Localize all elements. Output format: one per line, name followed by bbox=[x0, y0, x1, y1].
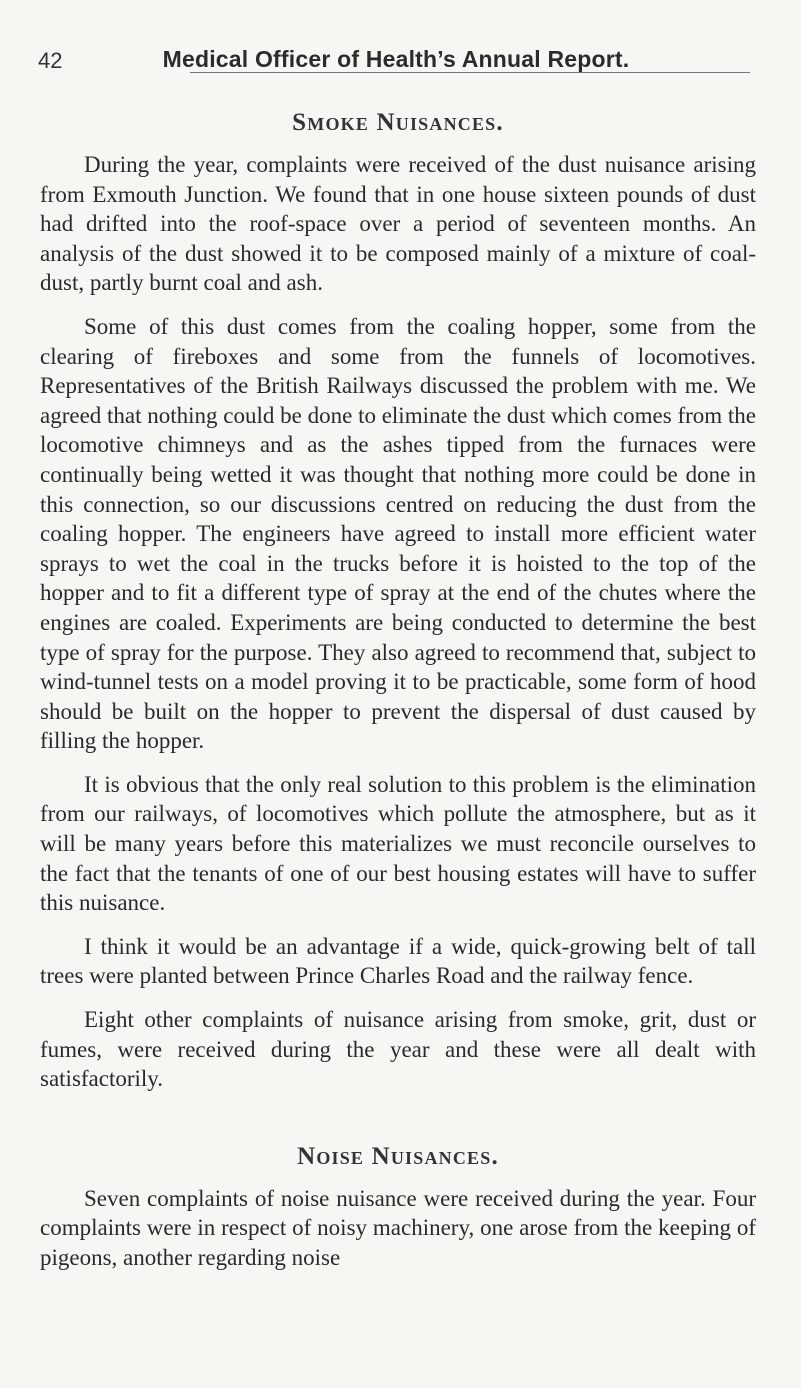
running-title: Medical Officer of Health’s Annual Report. bbox=[162, 46, 630, 72]
page-number: 42 bbox=[38, 48, 63, 73]
paragraph: Seven complaints of noise nuisance were received during the year. Four complaints were in respect of noisy machinery, one arose from the keeping of pigeons, another regarding noise bbox=[40, 1185, 756, 1270]
paragraph: During the year, complaints were received of the dust nuisance arising from Exmouth Junction. We found that in one house sixteen pounds of dust had drifted into the roof-space over a period of seventeen months. An analysis of the dust showed it to be composed mainly of a mixture of coal-dust, partly burnt coal and ash. bbox=[40, 152, 756, 296]
section-title: Smoke Nuisances. bbox=[292, 109, 504, 136]
section-smoke-nuisances bbox=[40, 108, 756, 1094]
header-rule bbox=[190, 72, 750, 73]
paragraph: Eight other complaints of nuisance arising from smoke, grit, dust or fumes, were received during the year and these were all dealt with satisfactorily. bbox=[40, 1007, 756, 1092]
section-title: Noise Nuisances. bbox=[297, 1142, 499, 1170]
page-body bbox=[40, 108, 756, 1287]
paragraph: Some of this dust comes from the coaling hopper, some from the clearing of fireboxes and some from the funnels of locomotives. Representatives of the British Railways discussed the problem with me. We agreed that nothing could be done to eliminate the dust which comes from the locomotive chimneys and as the ashes tipped from the furnaces were continually being wetted it was thought that nothing more could be done in this connection, so our discussions centred on reducing the dust from the coaling hopper. The engineers have agreed to install more efficient water sprays to wet the coal in the trucks before it is hoisted to the top of the hopper and to fit a different type of spray at the end of the chutes where the engines are coaled. Experiments are being conducted to determine the best type of spray for the purpose. They also agreed to recommend that, subject to wind-tunnel tests on a model proving it to be practicable, some form of hood should be built on the hopper to prevent the dispersal of dust caused by filling the hopper. bbox=[40, 313, 756, 754]
section-noise-nuisances bbox=[40, 1142, 756, 1273]
paragraph: It is obvious that the only real solution to this problem is the elimination from our railways, of locomotives which pollute the atmosphere, but as it will be many years before this materializes we must reconcile ourselves to the fact that the tenants of one of our best housing estates will have to suffer this nuisance. bbox=[40, 771, 756, 916]
paragraph: I think it would be an advantage if a wide, quick-growing belt of tall trees were planted between Prince Charles Road and the railway fence. bbox=[40, 933, 756, 989]
